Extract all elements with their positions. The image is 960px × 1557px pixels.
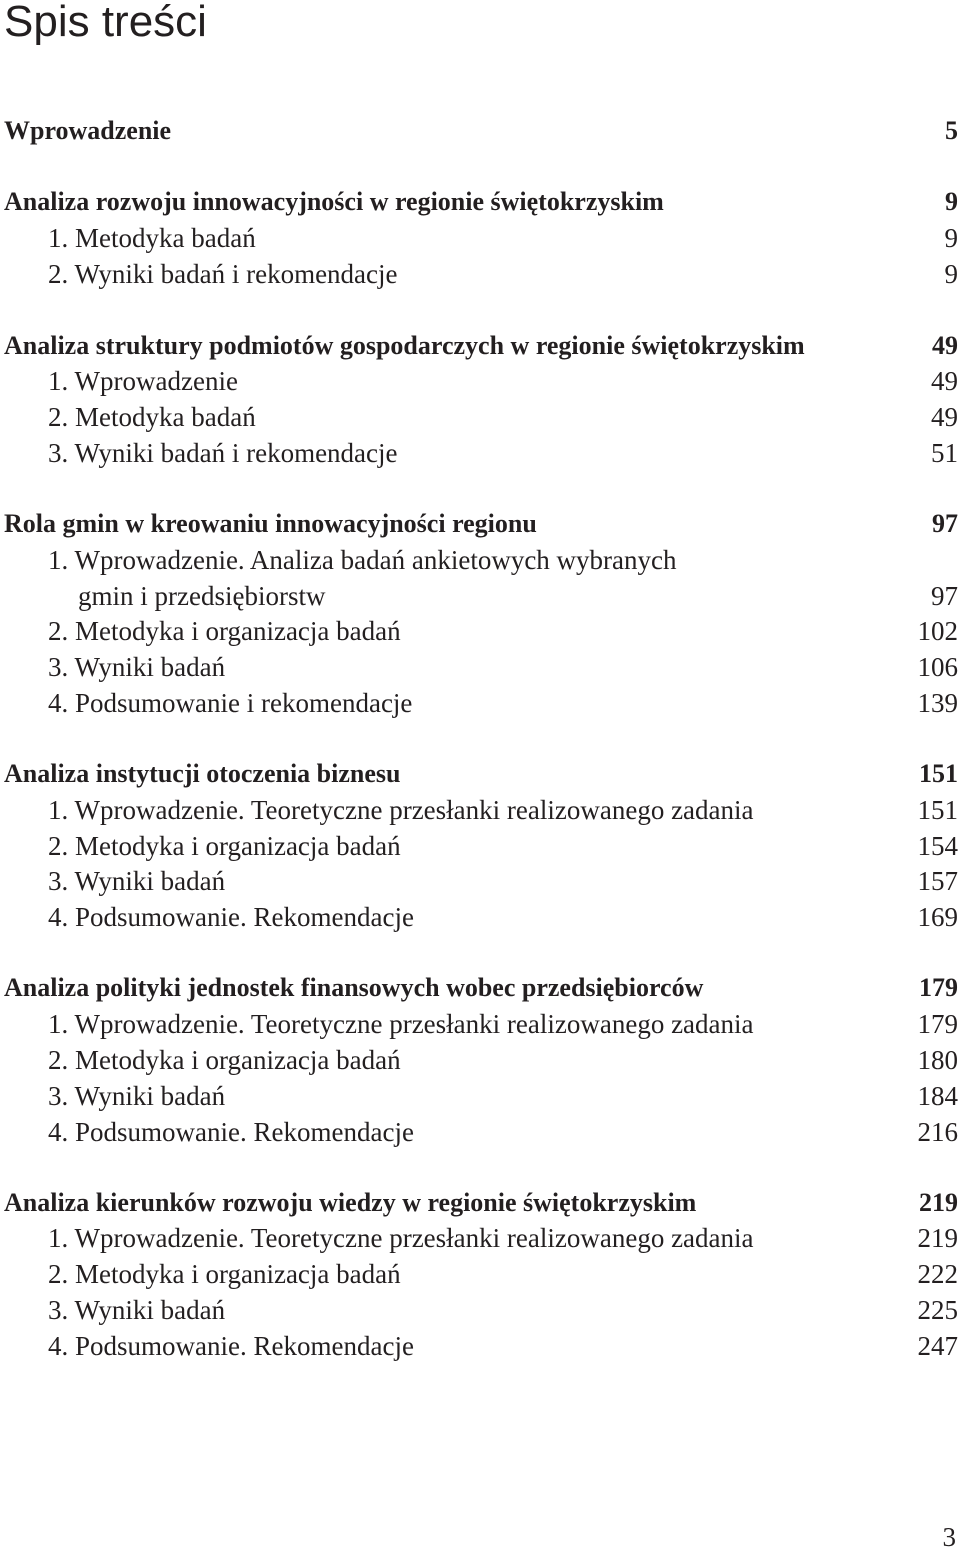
toc-subentry [0, 543, 960, 577]
toc-subentry-title: 2. Metodyka i organizacja badań [48, 831, 401, 861]
toc-subentry [0, 650, 960, 684]
toc-subentry [0, 221, 960, 255]
toc-entry-page: 97 [932, 509, 958, 538]
toc-subentry-page: 225 [917, 1295, 958, 1325]
toc-subentry-page: 154 [917, 831, 958, 861]
toc-entry-title: Wprowadzenie [4, 116, 172, 145]
toc-subentry [0, 364, 960, 398]
toc-subentry-page: 247 [917, 1331, 958, 1361]
toc-subentry-title: 1. Wprowadzenie. Teoretyczne przesłanki realizowanego zadania [48, 1223, 754, 1253]
toc-subentry-title: 1. Wprowadzenie. Teoretyczne przesłanki realizowanego zadania [48, 1009, 754, 1039]
toc-entry [0, 971, 960, 1005]
toc-subentry [0, 1043, 960, 1077]
toc-subentry-page: 9 [944, 223, 958, 253]
toc-subentry-title: 3. Wyniki badań [48, 652, 226, 682]
toc-subentry-page: 102 [917, 616, 958, 646]
toc-subentry-page: 179 [917, 1009, 958, 1039]
toc-subentry-page: 49 [931, 366, 958, 396]
toc-subentry-title: 3. Wyniki badań [48, 1295, 226, 1325]
toc-subentry-page: 222 [917, 1259, 958, 1289]
toc-entry-title: Analiza struktury podmiotów gospodarczych w regionie świętokrzyskim [4, 331, 805, 360]
toc-subentry-page: 157 [917, 866, 958, 896]
toc-entry-page: 151 [919, 759, 958, 788]
toc-subentry [0, 1079, 960, 1113]
toc-subentry-page: 184 [917, 1081, 958, 1111]
toc-subentry [0, 686, 960, 720]
toc-subentry-title: 2. Metodyka i organizacja badań [48, 1045, 401, 1075]
toc-subentry [0, 900, 960, 934]
toc-subentry [0, 614, 960, 648]
toc-subentry [0, 1329, 960, 1363]
toc-subentry-title: 1. Metodyka badań [48, 223, 256, 253]
toc-subentry [0, 1221, 960, 1255]
toc-subentry-page: 169 [917, 902, 958, 932]
toc-subentry-title: 1. Wprowadzenie [48, 366, 238, 396]
toc-entry-title: Analiza rozwoju innowacyjności w regionie świętokrzyskim [4, 187, 664, 216]
toc-subentry-page: 151 [917, 795, 958, 825]
toc-subentry [0, 436, 960, 470]
toc-subentry-page: 9 [944, 259, 958, 289]
toc-subentry [0, 1257, 960, 1291]
toc-subentry [0, 257, 960, 291]
toc-subentry [0, 864, 960, 898]
toc-subentry-title: 1. Wprowadzenie. Analiza badań ankietowych wybranych [48, 545, 677, 575]
toc-entry [0, 507, 960, 541]
toc-entry-title: Analiza kierunków rozwoju wiedzy w regionie świętokrzyskim [4, 1188, 697, 1217]
toc-subentry-title: 3. Wyniki badań i rekomendacje [48, 438, 398, 468]
toc-subentry-title: 3. Wyniki badań [48, 866, 226, 896]
toc-subentry [0, 1007, 960, 1041]
toc-entry-page: 49 [932, 331, 958, 360]
toc-subentry-page: 106 [917, 652, 958, 682]
toc-entry-page: 219 [919, 1188, 958, 1217]
page-title: Spis treści [4, 0, 207, 46]
toc-subentry-page: 219 [917, 1223, 958, 1253]
toc-subentry-title: 2. Metodyka i organizacja badań [48, 1259, 401, 1289]
toc-subentry [0, 400, 960, 434]
toc-entry [0, 757, 960, 791]
toc-subentry-page: 51 [931, 438, 958, 468]
toc-subentry [0, 1115, 960, 1149]
toc-subentry-title: 4. Podsumowanie. Rekomendacje [48, 902, 414, 932]
toc-subentry-page: 216 [917, 1117, 958, 1147]
toc-subentry-title: 4. Podsumowanie i rekomendacje [48, 688, 413, 718]
toc-subentry-title: 4. Podsumowanie. Rekomendacje [48, 1117, 414, 1147]
toc-subentry [0, 1293, 960, 1327]
toc-subentry-continuation [0, 579, 960, 613]
toc-entry-title: Rola gmin w kreowaniu innowacyjności regionu [4, 509, 537, 538]
toc-subentry-page: 97 [931, 581, 958, 611]
toc-subentry-title: 3. Wyniki badań [48, 1081, 226, 1111]
toc-entry-page: 9 [945, 187, 958, 216]
toc-subentry-page: 49 [931, 402, 958, 432]
toc-subentry-title: gmin i przedsiębiorstw [78, 581, 326, 611]
toc-subentry-title: 4. Podsumowanie. Rekomendacje [48, 1331, 414, 1361]
toc-entry-page: 5 [945, 116, 958, 145]
toc-entry-title: Analiza instytucji otoczenia biznesu [4, 759, 401, 788]
toc-entry-page: 179 [919, 973, 958, 1002]
toc-subentry [0, 793, 960, 827]
toc-subentry-page: 139 [917, 688, 958, 718]
toc-entry [0, 1186, 960, 1220]
page-number: 3 [942, 1522, 956, 1552]
toc-entry-title: Analiza polityki jednostek finansowych wobec przedsiębiorców [4, 973, 704, 1002]
toc-entry [0, 185, 960, 219]
toc-subentry-title: 2. Wyniki badań i rekomendacje [48, 259, 398, 289]
toc-subentry-title: 2. Metodyka badań [48, 402, 256, 432]
toc-subentry [0, 829, 960, 863]
toc-subentry-title: 2. Metodyka i organizacja badań [48, 616, 401, 646]
toc-subentry-page: 180 [917, 1045, 958, 1075]
toc-entry [0, 114, 960, 148]
toc-subentry-title: 1. Wprowadzenie. Teoretyczne przesłanki realizowanego zadania [48, 795, 754, 825]
toc-entry [0, 329, 960, 363]
